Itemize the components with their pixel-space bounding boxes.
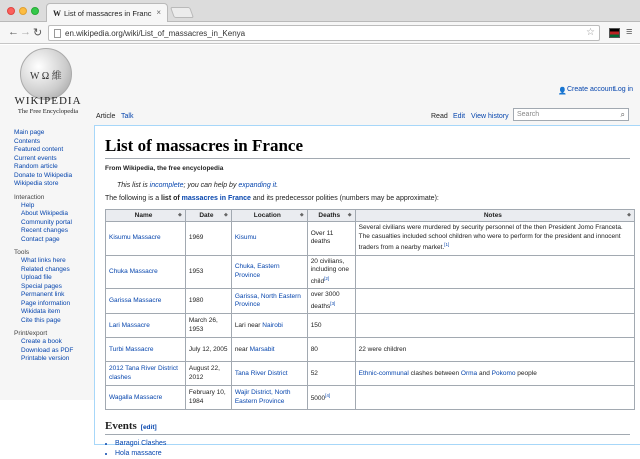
cell-name (106, 338, 186, 362)
sidebar-item-download-as-pdf[interactable]: Download as PDF (21, 346, 74, 354)
sidebar-item-page-information[interactable]: Page information (21, 299, 71, 307)
sidebar-item-permanent-link[interactable]: Permanent link (21, 291, 65, 298)
new-tab-button[interactable] (170, 7, 194, 18)
sidebar-item-wikipedia-store[interactable]: Wikipedia store (14, 180, 59, 187)
sidebar-item-community-portal[interactable]: Community portal (21, 218, 72, 226)
sort-icon[interactable]: ◆ (347, 212, 352, 218)
table-row (106, 314, 635, 338)
page-icon (54, 29, 61, 38)
cell-notes (355, 338, 634, 362)
location-link[interactable]: Kisumu (234, 234, 257, 242)
sidebar-item-contents[interactable]: Contents (14, 137, 41, 145)
window-minimize-button[interactable] (19, 7, 27, 15)
location-text: near (234, 345, 250, 353)
cell-deaths (307, 362, 355, 386)
cell-deaths (307, 386, 355, 410)
cell-name (106, 255, 186, 289)
notes-text: people (515, 369, 537, 377)
intro-paragraph: The following is a list of massacres in France and its predecessor polities (numbers may be approximate): (105, 195, 439, 202)
massacre-name-link[interactable]: Garissa Massacre (109, 297, 162, 305)
sidebar-item-wikidata-item[interactable]: Wikidata item (21, 308, 61, 315)
search-placeholder: Search (517, 111, 540, 118)
cell-deaths (307, 289, 355, 314)
tab-close-icon[interactable]: × (156, 8, 161, 17)
sort-icon[interactable]: ◆ (178, 212, 182, 218)
cell-deaths (307, 255, 355, 289)
wikipedia-globe-logo-icon[interactable] (20, 48, 72, 100)
search-input[interactable] (513, 108, 629, 121)
massacre-name-link[interactable]: Wagalla Massacre (109, 393, 163, 401)
create-account-link[interactable]: Create account (567, 86, 615, 93)
wikipedia-page (0, 45, 640, 458)
tab-view-history[interactable]: View history (471, 113, 509, 120)
sidebar-item-upload-file[interactable]: Upload file (21, 274, 52, 281)
reference-link[interactable]: [4] (325, 393, 331, 399)
notes-text: Several civilians were murdered by security personnel of the then President Jomo Franceta. The casualties included school children who were to perform for the president and innocent traders from a nearby market. (358, 224, 623, 252)
sidebar-heading-tools: Tools (14, 249, 30, 256)
location-text: Lari near (234, 321, 263, 329)
deaths-text: 5000 (310, 395, 326, 403)
deaths-text: over 3000 deaths (310, 291, 340, 310)
column-header-deaths[interactable] (307, 210, 355, 222)
cell-date: 1969 (185, 222, 231, 256)
sidebar-item-printable-version[interactable]: Printable version (21, 355, 70, 362)
deaths-text: 150 (310, 321, 322, 329)
sidebar-item-current-events[interactable]: Current events (14, 154, 57, 162)
cell-date: March 26, 1953 (185, 314, 231, 338)
window-zoom-button[interactable] (31, 7, 39, 15)
cell-deaths (307, 338, 355, 362)
event-link[interactable]: • Baragoi Clashes (115, 439, 630, 449)
forward-arrow-icon[interactable]: → (20, 26, 31, 38)
sidebar-item-recent-changes[interactable]: Recent changes (21, 227, 68, 234)
sidebar-heading-print: Print/export (14, 330, 48, 337)
cell-deaths (307, 314, 355, 338)
cell-location (231, 222, 307, 256)
cell-location (231, 289, 307, 314)
sidebar (14, 129, 94, 364)
cell-notes (355, 386, 634, 410)
address-bar[interactable] (48, 25, 600, 41)
sidebar-item-about-wikipedia[interactable]: About Wikipedia (21, 210, 68, 217)
wikipedia-wordmark[interactable]: WIKIPEDIA (14, 95, 82, 107)
location-link[interactable]: Tana River District (234, 369, 288, 377)
expanding-it-link[interactable]: expanding it (238, 182, 277, 189)
cell-location (231, 255, 307, 289)
massacres-table (105, 209, 635, 410)
browser-menu-icon[interactable]: ≡ (626, 26, 633, 38)
cell-notes (355, 362, 634, 386)
wikipedia-tagline: The Free Encyclopedia (17, 108, 79, 115)
events-edit-link[interactable]: [edit] (140, 424, 157, 432)
cell-date: February 10, 1984 (185, 386, 231, 410)
location-link[interactable]: Wajir District, North Eastern Province (234, 389, 291, 405)
notes-link[interactable]: Ethnic-communal (358, 369, 409, 377)
browser-tab[interactable] (46, 3, 168, 22)
table-row (106, 255, 635, 289)
user-icon: 👤 (558, 88, 567, 95)
cell-date: July 12, 2005 (185, 338, 231, 362)
table-row (106, 222, 635, 256)
cell-location (231, 386, 307, 410)
deaths-text: Over 11 deaths (310, 229, 334, 246)
cell-location (231, 338, 307, 362)
cell-notes (355, 255, 634, 289)
tab-title: List of massacres in Franc (64, 9, 152, 18)
massacre-name-link[interactable]: Chuka Massacre (109, 267, 158, 275)
tab-read[interactable]: Read (431, 113, 448, 120)
reference-link[interactable]: [2] (324, 275, 330, 281)
sidebar-heading-interaction: Interaction (14, 193, 45, 201)
notes-text: clashes between (408, 369, 461, 377)
notes-link[interactable]: Orma (460, 369, 478, 377)
column-header-label: Name (134, 212, 153, 219)
table-row (106, 338, 635, 362)
column-header-location[interactable] (231, 210, 307, 222)
notes-text: and (477, 369, 492, 377)
sort-icon[interactable]: ◆ (627, 212, 631, 218)
log-in-link[interactable]: Log in (614, 86, 634, 93)
sidebar-item-what-links-here[interactable]: What links here (21, 257, 66, 264)
location-link[interactable]: Chuka, Eastern Province (234, 263, 280, 279)
sidebar-item-random-article[interactable]: Random article (14, 163, 58, 170)
table-row (106, 386, 635, 410)
massacre-name-link[interactable]: 2012 Tana River District clashes (109, 365, 178, 381)
cell-notes (355, 222, 634, 256)
from-wikipedia-note: From Wikipedia, the free encyclopedia (105, 165, 224, 172)
massacres-in-france-link[interactable]: massacres in France (181, 195, 251, 202)
cell-date: August 22, 2012 (185, 362, 231, 386)
search-icon[interactable]: ⌕ (620, 110, 625, 119)
massacre-name-link[interactable]: Kisumu Massacre (109, 234, 161, 242)
location-link[interactable]: Garissa, North Eastern Province (234, 292, 301, 309)
window-close-button[interactable] (7, 7, 15, 15)
cell-name (106, 314, 186, 338)
table-row (106, 289, 635, 314)
url-text: en.wikipedia.org/wiki/List_of_massacres_in_Kenya (65, 29, 246, 38)
cell-location (231, 362, 307, 386)
incomplete-link[interactable]: incomplete (149, 182, 184, 189)
deaths-text: 80 (310, 345, 318, 353)
tab-article[interactable]: Article (96, 113, 116, 120)
sort-icon[interactable]: ◆ (299, 212, 304, 218)
incomplete-list-notice: This list is incomplete; you can help by expanding it. (117, 182, 279, 189)
tab-edit[interactable]: Edit (453, 113, 466, 120)
sort-icon[interactable]: ◆ (223, 212, 228, 218)
reload-icon[interactable]: ↻ (33, 27, 43, 39)
cell-name (106, 362, 186, 386)
column-header-label: Notes (483, 212, 502, 219)
cell-notes (355, 314, 634, 338)
table-row (106, 362, 635, 386)
column-header-notes[interactable] (355, 210, 634, 222)
cell-date: 1980 (185, 289, 231, 314)
column-header-label: Location (253, 212, 281, 219)
location-link[interactable]: Marsabit (249, 345, 275, 353)
deaths-text: 20 civilians, including one child (310, 257, 349, 285)
reference-link[interactable]: [1] (444, 242, 450, 247)
bookmark-star-icon[interactable]: ☆ (586, 27, 595, 38)
article-content (94, 125, 640, 458)
sidebar-item-donate-to-wikipedia[interactable]: Donate to Wikipedia (14, 171, 73, 179)
column-header-date[interactable] (185, 210, 231, 222)
cell-notes (355, 289, 634, 314)
massacre-name-link[interactable]: Turbi Massacre (109, 345, 154, 353)
sidebar-item-featured-content[interactable]: Featured content (14, 146, 64, 153)
column-header-name[interactable] (106, 210, 186, 222)
browser-toolbar (0, 22, 640, 44)
cell-name (106, 289, 186, 314)
notes-link[interactable]: Pokomo (491, 369, 516, 377)
sidebar-item-help[interactable]: Help (21, 201, 35, 209)
browser-tab-bar (0, 0, 640, 22)
reference-link[interactable]: [3] (330, 300, 336, 306)
events-heading: Events [edit] (105, 420, 630, 435)
cell-deaths (307, 222, 355, 256)
location-link[interactable]: Nairobi (262, 321, 283, 329)
massacre-name-link[interactable]: Lari Massacre (109, 321, 150, 329)
page-title: List of massacres in France (105, 136, 630, 159)
cell-location (231, 314, 307, 338)
sidebar-item-main-page[interactable]: Main page (14, 129, 45, 136)
back-arrow-icon[interactable]: ← (8, 26, 19, 38)
flag-extension-icon[interactable] (609, 28, 620, 38)
sidebar-item-contact-page[interactable]: Contact page (21, 235, 60, 243)
sidebar-item-cite-this-page[interactable]: Cite this page (21, 316, 61, 324)
column-header-label: Deaths (318, 212, 341, 219)
sidebar-item-create-a-book[interactable]: Create a book (21, 338, 62, 345)
sidebar-item-special-pages[interactable]: Special pages (21, 282, 62, 290)
sidebar-item-related-changes[interactable]: Related changes (21, 265, 70, 273)
notes-text: 22 were children (358, 345, 407, 353)
cell-name (106, 386, 186, 410)
cell-date: 1953 (185, 255, 231, 289)
cell-name (106, 222, 186, 256)
wikipedia-favicon-icon: W (53, 9, 61, 18)
tab-talk[interactable]: Talk (121, 113, 134, 120)
deaths-text: 52 (310, 369, 318, 377)
column-header-label: Date (199, 212, 214, 219)
event-link[interactable]: • Hola massacre (115, 449, 630, 459)
